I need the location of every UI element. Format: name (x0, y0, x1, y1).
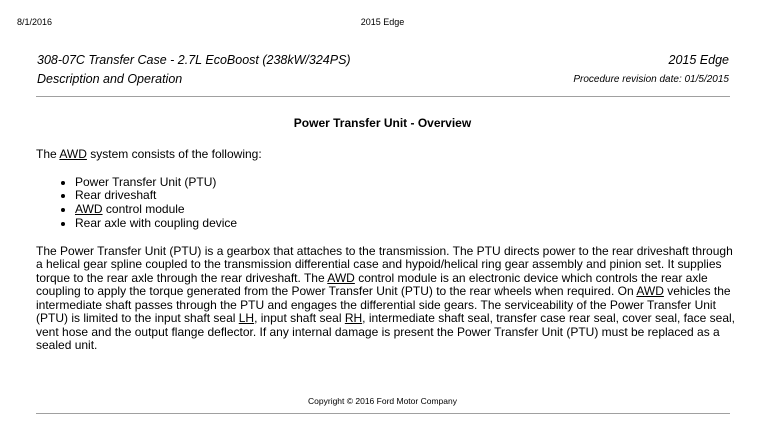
footer-divider (36, 413, 730, 414)
awd-abbreviation-link[interactable]: AWD (636, 284, 664, 299)
list-item: • Rear driveshaft (75, 189, 736, 203)
print-header (0, 17, 765, 31)
intro-text: The AWD system consists of the following: (36, 147, 262, 161)
print-title: 2015 Edge (360, 17, 405, 27)
revision-date: Procedure revision date: 01/5/2015 (573, 74, 729, 85)
awd-abbreviation-link[interactable]: AWD (75, 202, 103, 217)
page-title: Power Transfer Unit - Overview (293, 116, 472, 130)
description-paragraph: The Power Transfer Unit (PTU) is a gearbox that attaches to the transmission. The PTU directs power to the rear driveshaft through a helical gear spline coupled to the transmission differential case and hypoid/helical ring gear assembly and pinion set. It supplies torque to the rear axle through the rear driveshaft. The AWD control module is an electronic device which controls the rear axle coupling to apply the torque generated from the Power Transfer Unit (PTU) to the rear wheels when required. On AWD vehicles the intermediate shaft passes through the PTU and engages the differential side gears. The serviceability of the Power Transfer Unit (PTU) is limited to the input shaft seal LH, input shaft seal RH, intermediate shaft seal, transfer case rear seal, cover seal, face seal, vent hose and the output flange deflector. If any internal damage is present the Power Transfer Unit (PTU) must be replaced as a sealed unit. (36, 243, 736, 353)
list-item: • AWD control module (75, 203, 736, 217)
list-item: • Rear axle with coupling device (75, 217, 736, 231)
model-label: 2015 Edge (668, 53, 729, 67)
awd-abbreviation-link[interactable]: AWD (327, 270, 355, 285)
section-heading: 308-07C Transfer Case - 2.7L EcoBoost (238kW/324PS) (37, 53, 351, 67)
content-body (36, 148, 736, 353)
doc-subtitle: Description and Operation (37, 72, 183, 86)
print-date: 8/1/2016 (17, 17, 53, 27)
component-list (36, 176, 736, 231)
doc-header (37, 53, 729, 91)
copyright-footer: Copyright © 2016 Ford Motor Company (308, 396, 457, 406)
awd-abbreviation-link[interactable]: AWD (59, 147, 87, 161)
list-item: • Power Transfer Unit (PTU) (75, 176, 736, 190)
header-divider (36, 96, 730, 97)
rh-abbreviation-link[interactable]: RH (344, 311, 363, 326)
lh-abbreviation-link[interactable]: LH (238, 311, 255, 326)
